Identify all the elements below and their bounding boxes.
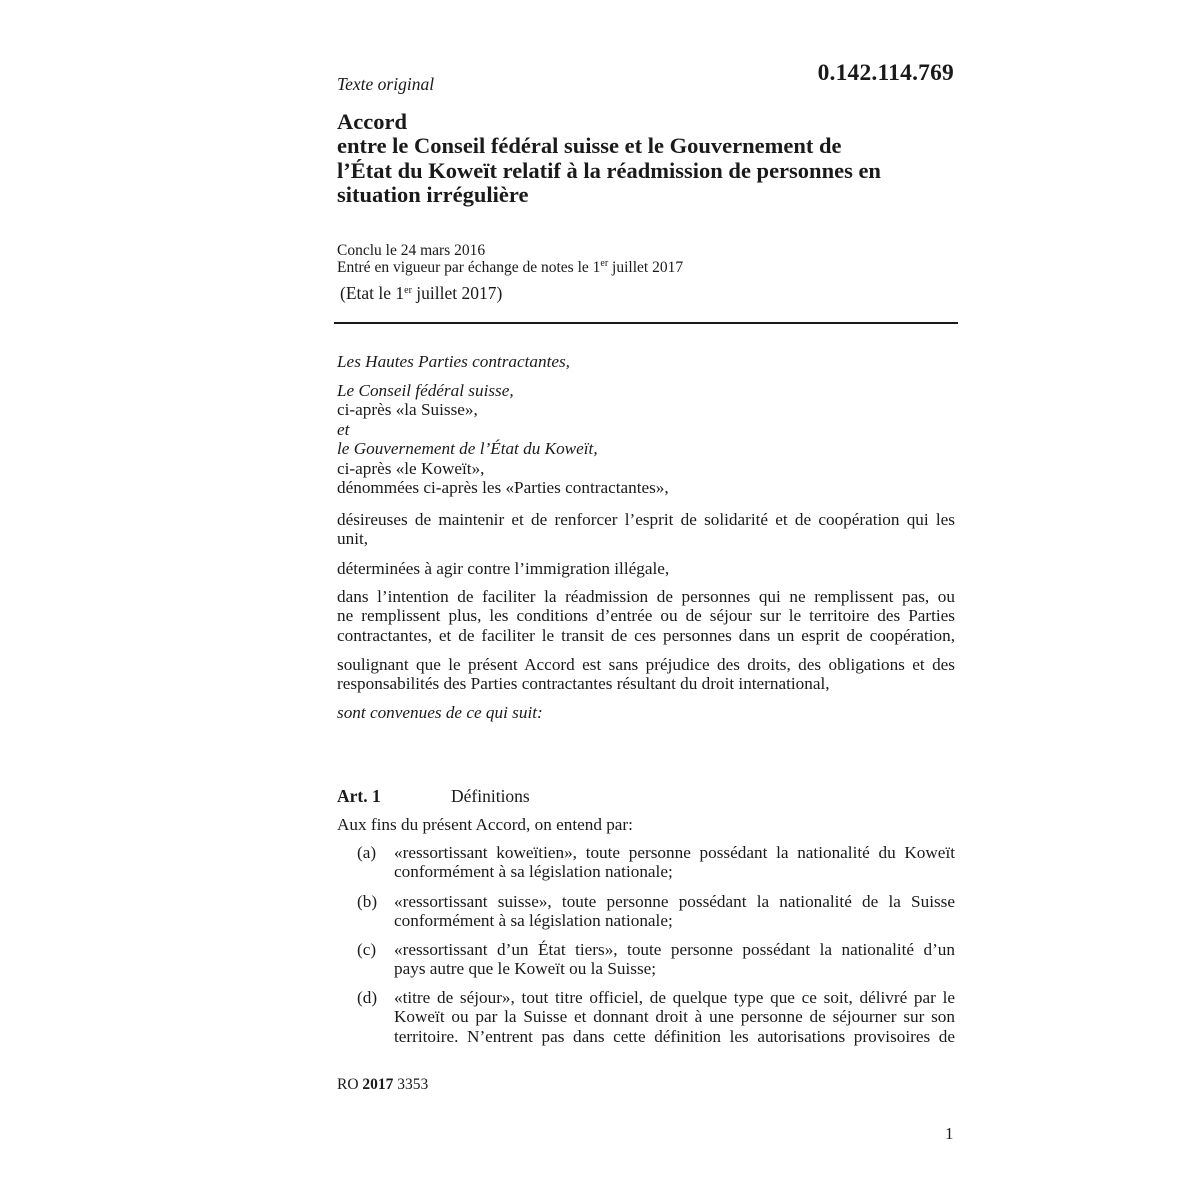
preamble-paragraph-1 (337, 510, 955, 549)
item-line: «titre de séjour», tout titre officiel, de quelque type que ce soit, délivré par le (394, 988, 955, 1007)
parties-block (337, 381, 955, 497)
preamble-paragraph-2: déterminées à agir contre l’immigration illégale, (337, 559, 670, 578)
status-sup: er (404, 285, 412, 296)
status-suffix: juillet 2017) (411, 283, 503, 303)
header-divider (334, 322, 958, 324)
item-text (394, 988, 955, 1046)
kuwait-government: le Gouvernement de l’État du Koweït, (337, 439, 598, 459)
collective-alias: dénommées ci-après les «Parties contractantes», (337, 478, 669, 498)
item-label: (d) (357, 988, 378, 1007)
paragraph-line: contractantes, et de faciliter le transit de ces personnes dans un esprit de coopération, (337, 625, 955, 645)
preamble-paragraph-4 (337, 655, 955, 694)
article-intro: Aux fins du présent Accord, on entend par: (337, 815, 633, 834)
item-text (394, 843, 955, 882)
page-number: 1 (945, 1124, 954, 1143)
item-line: conformément à sa législation nationale; (394, 862, 673, 882)
item-label: (b) (357, 892, 378, 911)
paragraph-line: soulignant que le présent Accord est sans préjudice des droits, des obligations et des (337, 655, 955, 674)
item-text (394, 940, 955, 979)
in-force-date (337, 259, 683, 276)
concluded-date: Conclu le 24 mars 2016 (337, 242, 486, 259)
status-date (340, 283, 502, 304)
title-line: situation irrégulière (337, 181, 529, 207)
conjunction: et (337, 419, 350, 439)
preamble-paragraph-3 (337, 587, 955, 645)
item-text (394, 892, 955, 931)
article-heading (337, 786, 530, 807)
dates-block (337, 242, 683, 276)
item-line: «ressortissant d’un État tiers», toute personne possédant la nationalité d’un (394, 940, 955, 959)
item-label: (a) (357, 843, 377, 862)
item-line: «ressortissant koweïtien», toute personne possédant la nationalité du Koweït (394, 843, 955, 862)
paragraph-line: dans l’intention de faciliter la réadmission de personnes qui ne remplissent pas, ou (337, 587, 955, 606)
sr-number: 0.142.114.769 (817, 60, 954, 86)
ro-prefix: RO (337, 1076, 359, 1093)
kuwait-alias: ci-après «le Koweït», (337, 458, 485, 478)
in-force-prefix: Entré en vigueur par échange de notes le 1 (337, 259, 601, 276)
title-line: Accord (337, 109, 407, 134)
agreed-clause: sont convenues de ce qui suit: (337, 703, 543, 722)
title-line: entre le Conseil fédéral suisse et le Gouvernement de (337, 133, 842, 159)
document-title (337, 110, 957, 207)
paragraph-line: ne remplissent plus, les conditions d’entrée ou de séjour sur le territoire des Parties (337, 606, 955, 626)
swiss-alias: ci-après «la Suisse», (337, 400, 478, 420)
ro-reference (337, 1076, 428, 1094)
in-force-suffix: juillet 2017 (608, 259, 684, 276)
article-number: Art. 1 (337, 786, 381, 806)
ro-page: 3353 (397, 1076, 429, 1093)
in-force-sup: er (600, 258, 609, 269)
swiss-council: Le Conseil fédéral suisse, (337, 381, 514, 400)
article-title: Définitions (451, 786, 530, 806)
parties-heading: Les Hautes Parties contractantes, (337, 352, 570, 371)
paragraph-line: responsabilités des Parties contractantes résultant du droit international, (337, 674, 830, 694)
item-line: territoire. N’entrent pas dans cette définition les autorisations provisoires de (394, 1026, 955, 1046)
item-line: «ressortissant suisse», toute personne possédant la nationalité de la Suisse (394, 892, 955, 911)
paragraph-line: unit, (337, 529, 369, 549)
status-prefix: (Etat le 1 (340, 283, 405, 303)
paragraph-line: désireuses de maintenir et de renforcer l’esprit de solidarité et de coopération qui les (337, 510, 955, 529)
item-line: pays autre que le Koweït ou la Suisse; (394, 959, 657, 979)
item-line: conformément à sa législation nationale; (394, 911, 673, 931)
original-text-label: Texte original (337, 74, 435, 94)
item-line: Koweït ou par la Suisse et donnant droit à une personne de séjourner sur son (394, 1007, 955, 1027)
ro-year: 2017 (362, 1076, 394, 1093)
item-label: (c) (357, 940, 377, 959)
title-line: l’État du Koweït relatif à la réadmission de personnes en (337, 157, 881, 183)
